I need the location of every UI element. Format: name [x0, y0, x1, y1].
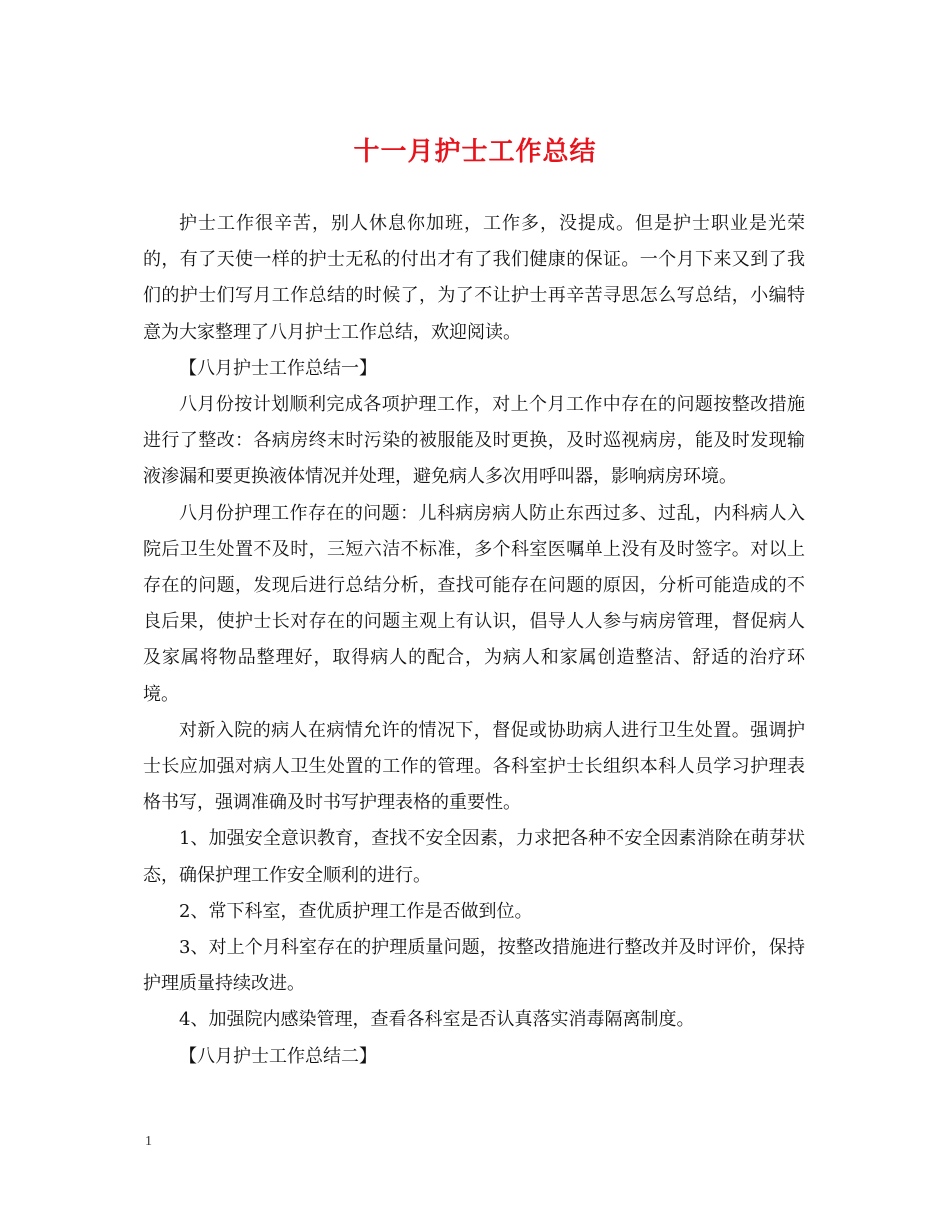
paragraph-intro: 护士工作很辛苦，别人休息你加班，工作多，没提成。但是护士职业是光荣的，有了天使一样的护士无私的付出才有了我们健康的保证。一个月下来又到了我们的护士们写月工作总结的时候了，为了不让护士再辛苦寻思怎么写总结，小编特意为大家整理了八月护士工作总结，欢迎阅读。: [143, 213, 805, 343]
list-item: 2、常下科室，查优质护理工作是否做到位。: [179, 900, 533, 922]
list-item: 4、加强院内感染管理，查看各科室是否认真落实消毒隔离制度。: [179, 1009, 695, 1031]
paragraph: 八月份按计划顺利完成各项护理工作，对上个月工作中存在的问题按整改措施进行了整改：各病房终末时污染的被服能及时更换，及时巡视病房，能及时发现输液渗漏和要更换液体情况并处理，避免病人多次用呼叫器，影响病房环境。: [143, 394, 805, 488]
list-item: 3、对上个月科室存在的护理质量问题，按整改措施进行整改并及时评价，保持护理质量持续改进。: [143, 937, 805, 995]
section-heading-two: 【八月护士工作总结二】: [179, 1045, 377, 1067]
page-number: 1: [145, 1134, 152, 1149]
document-title: 十一月护士工作总结: [353, 137, 597, 167]
list-item: 1、加强安全意识教育，查找不安全因素，力求把各种不安全因素消除在萌芽状态，确保护理工作安全顺利的进行。: [143, 828, 805, 886]
paragraph: 八月份护理工作存在的问题：儿科病房病人防止东西过多、过乱，内科病人入院后卫生处置不及时，三短六洁不标准，多个科室医嘱单上没有及时签字。对以上存在的问题，发现后进行总结分析，查找可能存在问题的原因，分析可能造成的不良后果，使护士长对存在的问题主观上有认识，倡导人人参与病房管理，督促病人及家属将物品整理好，取得病人的配合，为病人和家属创造整洁、舒适的治疗环境。: [143, 502, 805, 705]
document-body: [143, 206, 805, 1075]
section-heading-one: 【八月护士工作总结一】: [179, 357, 377, 379]
paragraph: 对新入院的病人在病情允许的情况下，督促或协助病人进行卫生处置。强调护士长应加强对病人卫生处置的工作的管理。各科室护士长组织本科人员学习护理表格书写，强调准确及时书写护理表格的重要性。: [143, 719, 805, 814]
